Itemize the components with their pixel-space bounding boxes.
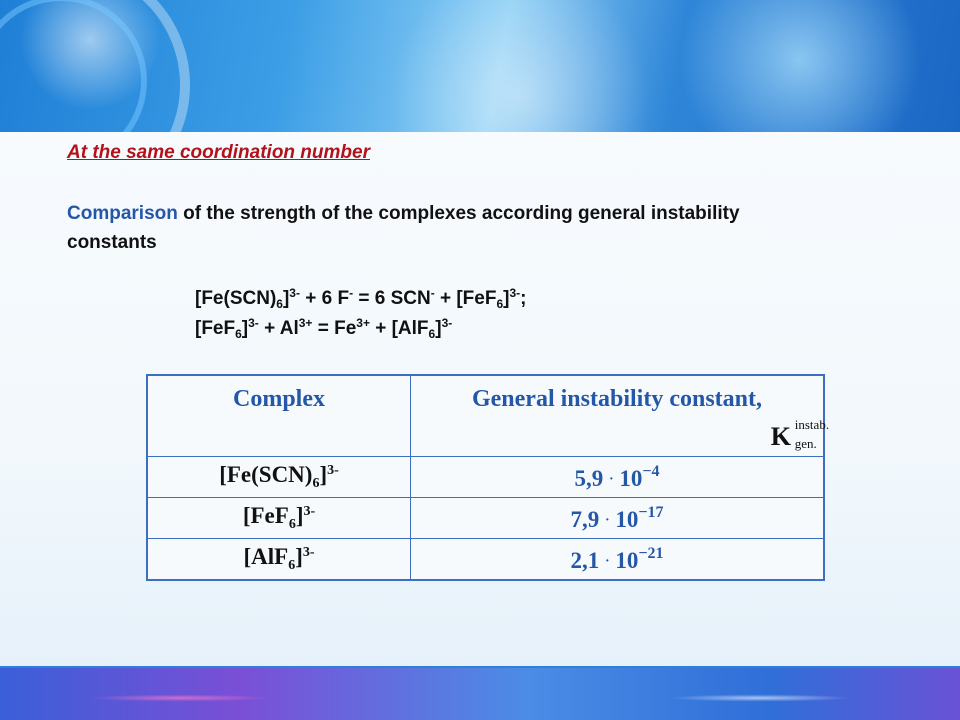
constant-cell (411, 457, 825, 498)
eq-text: = Fe (312, 318, 357, 339)
eq-text: ] (282, 288, 290, 309)
complex-bracket: ] (295, 544, 303, 569)
eq-text: + [FeF (434, 288, 497, 309)
constant-cell (411, 498, 825, 539)
intro-accent-word: Comparison (67, 203, 178, 224)
complex-formula: [Fe(SCN) (219, 462, 313, 487)
eq-charge: 3+ (356, 316, 370, 330)
complex-cell (147, 498, 411, 539)
instability-constants-table (146, 374, 830, 581)
equation-1 (195, 286, 526, 311)
eq-charge: 3- (509, 286, 521, 300)
multiply-dot: · (604, 553, 610, 569)
eq-text: = 6 SCN (353, 288, 431, 309)
eq-charge: - (349, 286, 354, 300)
table-row (147, 539, 824, 581)
eq-text: [FeF (195, 318, 236, 339)
complex-bracket: ] (319, 462, 328, 487)
complex-subscript: 6 (312, 476, 320, 491)
k-symbol (770, 417, 830, 452)
complex-cell (147, 457, 411, 498)
k-superscript: instab. (794, 417, 830, 432)
complex-charge: 3- (327, 463, 339, 478)
table-row (147, 498, 824, 539)
eq-text: + [AlF (369, 318, 429, 339)
multiply-dot: · (608, 471, 614, 487)
complex-charge: 3- (303, 504, 316, 519)
eq-text: + Al (258, 318, 299, 339)
constant-mantissa: 5,9 (574, 465, 604, 491)
constant-mantissa: 2,1 (570, 547, 600, 573)
intro-text (67, 199, 827, 257)
complex-subscript: 6 (288, 517, 296, 532)
eq-text: [Fe(SCN) (195, 288, 277, 309)
column-header-constant-label: General instability constant, (471, 386, 762, 412)
constant-base: 10 (615, 506, 639, 532)
complex-formula: [FeF (242, 503, 289, 528)
eq-charge: - (430, 286, 435, 300)
complex-formula: [AlF (243, 544, 289, 569)
k-letter: K (770, 422, 791, 451)
column-header-constant (411, 375, 830, 457)
eq-charge: 3+ (298, 316, 313, 330)
eq-charge: 3- (441, 316, 453, 330)
eq-subscript: 6 (496, 297, 504, 311)
table-header-row (147, 375, 824, 457)
equation-2 (195, 316, 452, 341)
constant-cell (411, 539, 825, 581)
eq-subscript: 6 (276, 297, 283, 311)
constant-base: 10 (615, 547, 639, 573)
eq-text: ] (435, 318, 442, 339)
k-subscript: gen. (794, 436, 817, 451)
eq-charge: 3- (289, 286, 300, 300)
column-header-complex: Complex (147, 375, 411, 457)
constant-base: 10 (619, 465, 643, 491)
constant-exponent: −4 (642, 462, 660, 480)
table-row (147, 457, 824, 498)
constant-exponent: −17 (638, 503, 664, 521)
complex-cell (147, 539, 411, 581)
complex-subscript: 6 (288, 558, 296, 573)
eq-text: + 6 F (299, 288, 350, 309)
intro-rest: of the strength of the complexes according general instability constants (67, 203, 740, 253)
eq-text: ] (241, 318, 249, 339)
complex-charge: 3- (302, 545, 315, 560)
eq-charge: 3- (248, 316, 259, 330)
eq-subscript: 6 (428, 327, 436, 341)
eq-text: ; (520, 288, 527, 309)
eq-subscript: 6 (235, 327, 242, 341)
decorative-bottom-banner (0, 668, 960, 720)
complex-bracket: ] (295, 503, 304, 528)
slide-heading: At the same coordination number (67, 142, 370, 163)
constant-exponent: −21 (638, 544, 664, 562)
multiply-dot: · (604, 512, 610, 528)
constant-mantissa: 7,9 (570, 506, 600, 532)
eq-text: ] (503, 288, 510, 309)
